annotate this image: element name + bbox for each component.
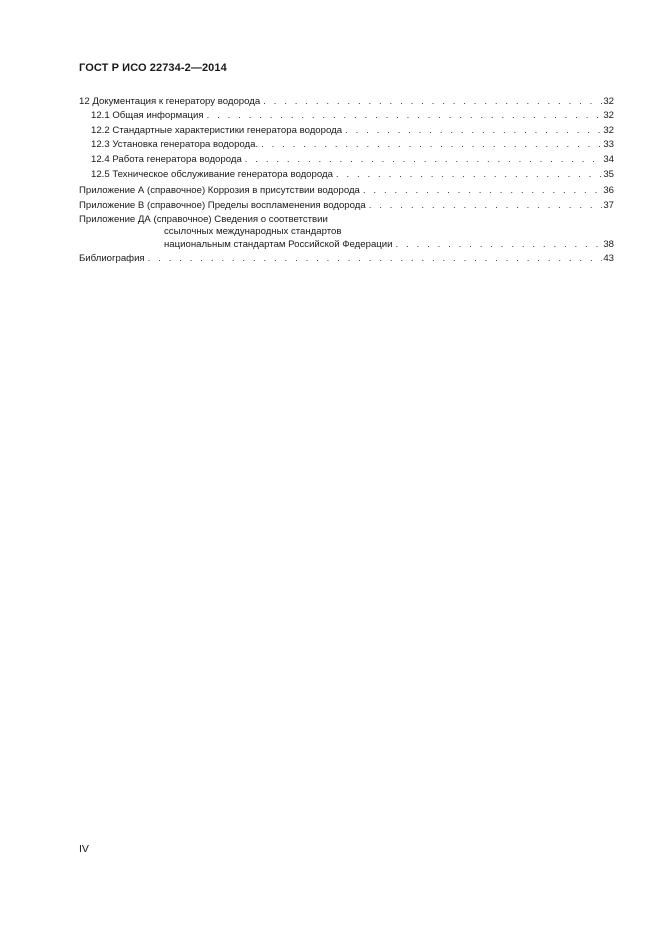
toc-entry-12-2[interactable] [79, 122, 614, 137]
toc-entry-title-line3-row [79, 238, 614, 251]
toc-entry-page: 32 [603, 110, 614, 122]
toc-entry-title: 12 Документация к генератору водорода [79, 95, 261, 107]
toc-entry-title: 12.4 Работа генератора водорода [91, 153, 242, 165]
toc-entry-title: 12.5 Техническое обслуживание генератора водорода [91, 168, 333, 180]
toc-entry-title: Библиография [79, 253, 145, 265]
toc-leader-dots [363, 184, 602, 197]
toc-entry-page: 33 [603, 139, 614, 151]
toc-entry-page: 37 [603, 199, 614, 211]
toc-entry-12-3[interactable] [79, 137, 614, 152]
toc-leader-dots [207, 109, 603, 122]
toc-leader-dots [396, 238, 603, 251]
toc-entry-12[interactable] [79, 93, 614, 108]
toc-entry-12-4[interactable] [79, 151, 614, 166]
toc-entry-page: 32 [603, 124, 614, 136]
toc-entry-page: 43 [603, 253, 614, 265]
page-number: IV [79, 843, 89, 855]
toc-entry-12-1[interactable] [79, 108, 614, 123]
toc-entry-title-line1: Приложение ДА (справочное) Сведения о соответствии [79, 213, 328, 225]
toc-leader-dots [345, 124, 602, 137]
toc-entry-annex-da[interactable] [79, 214, 614, 251]
toc-entry-12-5[interactable] [79, 166, 614, 181]
document-header: ГОСТ Р ИСО 22734-2—2014 [79, 62, 227, 74]
toc-entry-page: 35 [603, 168, 614, 180]
toc-entry-page: 34 [603, 153, 614, 165]
toc-leader-dots [336, 168, 602, 181]
toc-entry-annex-b[interactable] [79, 197, 614, 212]
toc-entry-page: 32 [603, 95, 614, 107]
toc-entry-page: 36 [603, 185, 614, 197]
toc-entry-title: 12.1 Общая информация [91, 110, 204, 122]
toc-entry-title: Приложение А (справочное) Коррозия в присутствии водорода [79, 185, 360, 197]
table-of-contents [79, 93, 614, 265]
toc-entry-title: 12.3 Установка генератора водорода. [91, 139, 259, 151]
toc-entry-annex-a[interactable] [79, 183, 614, 198]
toc-leader-dots [261, 138, 602, 151]
toc-entry-title-line2: ссылочных международных стандартов [164, 225, 342, 237]
toc-entry-title-line3: национальным стандартам Российской Федерации [164, 238, 393, 250]
toc-entry-title: 12.2 Стандартные характеристики генератора водорода [91, 124, 343, 136]
toc-leader-dots [263, 95, 602, 108]
toc-entry-page: 38 [603, 238, 614, 250]
toc-entry-title: Приложение В (справочное) Пределы воспламенения водорода [79, 199, 366, 211]
toc-leader-dots [245, 153, 603, 166]
toc-leader-dots [369, 199, 603, 212]
toc-leader-dots [148, 252, 603, 265]
toc-entry-bibliography[interactable] [79, 251, 614, 266]
